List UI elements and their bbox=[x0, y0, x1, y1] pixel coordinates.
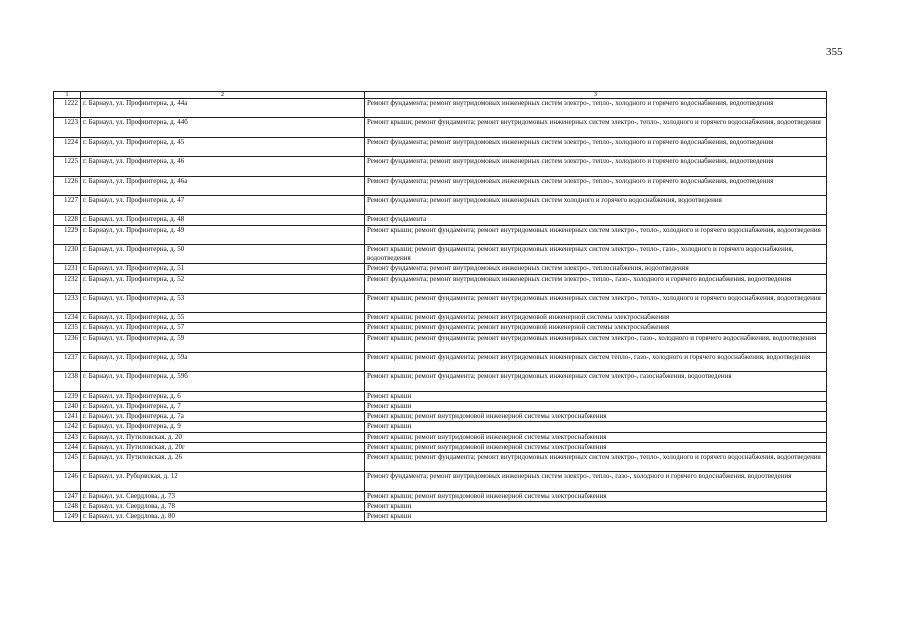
row-number: 1238 bbox=[54, 372, 81, 391]
table-row bbox=[54, 512, 827, 522]
row-number: 1247 bbox=[54, 491, 81, 501]
table-row bbox=[54, 412, 827, 422]
row-number: 1240 bbox=[54, 402, 81, 412]
row-address: г. Барнаул, ул. Профинтерна, д. 44а bbox=[81, 99, 365, 118]
row-works: Ремонт крыши; ремонт фундамента; ремонт внутридомовых инженерных систем электро-, тепло-, холодного и горячего водоснабжения, водоотведения bbox=[365, 118, 827, 137]
table-row bbox=[54, 195, 827, 214]
row-works: Ремонт крыши; ремонт фундамента; ремонт внутридомовой инженерной системы электроснабжения bbox=[365, 313, 827, 323]
table-row bbox=[54, 501, 827, 511]
row-number: 1228 bbox=[54, 215, 81, 225]
row-address: г. Барнаул, ул. Профинтерна, д. 47 bbox=[81, 195, 365, 214]
row-address: г. Барнаул, ул. Профинтерна, д. 53 bbox=[81, 293, 365, 312]
row-address: г. Барнаул, ул. Профинтерна, д. 44б bbox=[81, 118, 365, 137]
row-works: Ремонт фундамента; ремонт внутридомовых инженерных систем электро-, тепло-, газо-, холодного и горячего водоснабжения, водоотведения bbox=[365, 472, 827, 491]
row-address: г. Барнаул, ул. Профинтерна, д. 59б bbox=[81, 372, 365, 391]
row-number: 1246 bbox=[54, 472, 81, 491]
table-row bbox=[54, 264, 827, 274]
row-number: 1223 bbox=[54, 118, 81, 137]
row-number: 1227 bbox=[54, 195, 81, 214]
row-works: Ремонт фундамента; ремонт внутридомовых инженерных систем электро-, тепло-, газо-, холодного и горячего водоснабжения, водоотведения bbox=[365, 274, 827, 293]
row-works: Ремонт крыши; ремонт фундамента; ремонт внутридомовых инженерных систем электро-, тепло-, газо-, холодного и горячего водоснабжения, водоотведения bbox=[365, 244, 827, 263]
table-row bbox=[54, 244, 827, 263]
row-address: г. Барнаул, ул. Свердлова, д. 73 bbox=[81, 491, 365, 501]
table-row bbox=[54, 313, 827, 323]
row-works: Ремонт крыши; ремонт внутридомовой инженерной системы электроснабжения bbox=[365, 412, 827, 422]
table-row bbox=[54, 372, 827, 391]
row-number: 1244 bbox=[54, 442, 81, 452]
row-address: г. Барнаул, ул. Профинтерна, д. 45 bbox=[81, 137, 365, 156]
table-row bbox=[54, 491, 827, 501]
table-row bbox=[54, 99, 827, 118]
row-works: Ремонт крыши; ремонт фундамента; ремонт внутридомовых инженерных систем электро-, тепло-, холодного и горячего водоснабжения, водоотведения bbox=[365, 225, 827, 244]
row-works: Ремонт крыши; ремонт фундамента; ремонт внутридомовых инженерных систем электро-, газо-, холодного и горячего водоснабжения, водоотведения bbox=[365, 333, 827, 352]
row-number: 1233 bbox=[54, 293, 81, 312]
row-address: г. Барнаул, ул. Путиловская, д. 20 bbox=[81, 432, 365, 442]
column-header-1: 1 bbox=[54, 92, 81, 99]
row-number: 1234 bbox=[54, 313, 81, 323]
row-works: Ремонт фундамента; ремонт внутридомовых инженерных систем электро-, тепло-, холодного и горячего водоснабжения, водоотведения bbox=[365, 99, 827, 118]
row-number: 1243 bbox=[54, 432, 81, 442]
table-row bbox=[54, 422, 827, 432]
table-row bbox=[54, 225, 827, 244]
row-works: Ремонт крыши; ремонт внутридомовой инженерной системы электроснабжения bbox=[365, 432, 827, 442]
row-number: 1249 bbox=[54, 512, 81, 522]
row-address: г. Барнаул, ул. Путиловская, д. 26 bbox=[81, 452, 365, 471]
table-row bbox=[54, 118, 827, 137]
row-works: Ремонт крыши; ремонт внутридомовой инженерной системы электроснабжения bbox=[365, 442, 827, 452]
row-address: г. Барнаул, ул. Профинтерна, д. 55 bbox=[81, 313, 365, 323]
table-row bbox=[54, 215, 827, 225]
row-works: Ремонт крыши bbox=[365, 422, 827, 432]
row-works: Ремонт фундамента; ремонт внутридомовых инженерных систем электро-, тепло-, холодного и горячего водоснабжения, водоотведения bbox=[365, 157, 827, 176]
table-row bbox=[54, 472, 827, 491]
row-works: Ремонт крыши bbox=[365, 391, 827, 401]
row-number: 1239 bbox=[54, 391, 81, 401]
table-row bbox=[54, 452, 827, 471]
row-address: г. Барнаул, ул. Профинтерна, д. 9 bbox=[81, 422, 365, 432]
row-number: 1224 bbox=[54, 137, 81, 156]
row-number: 1225 bbox=[54, 157, 81, 176]
row-address: г. Барнаул, ул. Профинтерна, д. 52 bbox=[81, 274, 365, 293]
row-address: г. Барнаул, ул. Профинтерна, д. 57 bbox=[81, 323, 365, 333]
table-row bbox=[54, 157, 827, 176]
row-works: Ремонт крыши; ремонт фундамента; ремонт внутридомовой инженерной системы электроснабжения bbox=[365, 323, 827, 333]
row-works: Ремонт крыши; ремонт фундамента; ремонт внутридомовых инженерных систем электро-, газоснабжения, водоотведения bbox=[365, 372, 827, 391]
row-address: г. Барнаул, ул. Профинтерна, д. 46 bbox=[81, 157, 365, 176]
row-works: Ремонт крыши; ремонт фундамента; ремонт внутридомовых инженерных систем электро-, тепло-, холодного и горячего водоснабжения, водоотведения bbox=[365, 293, 827, 312]
row-works: Ремонт крыши bbox=[365, 512, 827, 522]
row-works: Ремонт крыши bbox=[365, 402, 827, 412]
row-address: г. Барнаул, ул. Профинтерна, д. 6 bbox=[81, 391, 365, 401]
row-address: г. Барнаул, ул. Профинтерна, д. 59а bbox=[81, 353, 365, 372]
table-row bbox=[54, 432, 827, 442]
table-row bbox=[54, 137, 827, 156]
table-row bbox=[54, 402, 827, 412]
row-address: г. Барнаул, ул. Свердлова, д. 80 bbox=[81, 512, 365, 522]
row-address: г. Барнаул, ул. Свердлова, д. 78 bbox=[81, 501, 365, 511]
row-works: Ремонт фундамента; ремонт внутридомовых инженерных систем электро-, тепло-, холодного и горячего водоснабжения, водоотведения bbox=[365, 176, 827, 195]
row-number: 1236 bbox=[54, 333, 81, 352]
row-works: Ремонт фундамента; ремонт внутридомовых инженерных систем электро-, теплоснабжения, водоотведения bbox=[365, 264, 827, 274]
row-works: Ремонт крыши bbox=[365, 501, 827, 511]
row-number: 1230 bbox=[54, 244, 81, 263]
row-number: 1245 bbox=[54, 452, 81, 471]
register-table bbox=[53, 91, 827, 522]
row-address: г. Барнаул, ул. Профинтерна, д. 46а bbox=[81, 176, 365, 195]
row-address: г. Барнаул, ул. Профинтерна, д. 7 bbox=[81, 402, 365, 412]
row-works: Ремонт крыши; ремонт фундамента; ремонт внутридомовых инженерных систем электро-, тепло-, холодного и горячего водоснабжения, водоотведения bbox=[365, 452, 827, 471]
table-header-row bbox=[54, 92, 827, 99]
row-works: Ремонт крыши; ремонт фундамента; ремонт внутридомовых инженерных систем тепло-, газо-, холодного и горячего водоснабжения, водоотведения bbox=[365, 353, 827, 372]
table-row bbox=[54, 353, 827, 372]
row-address: г. Барнаул, ул. Рубцовская, д. 12 bbox=[81, 472, 365, 491]
table-row bbox=[54, 333, 827, 352]
table-row bbox=[54, 323, 827, 333]
row-number: 1226 bbox=[54, 176, 81, 195]
row-number: 1241 bbox=[54, 412, 81, 422]
table-row bbox=[54, 442, 827, 452]
page-number: 355 bbox=[826, 46, 843, 58]
row-number: 1232 bbox=[54, 274, 81, 293]
row-number: 1222 bbox=[54, 99, 81, 118]
row-number: 1242 bbox=[54, 422, 81, 432]
row-address: г. Барнаул, ул. Профинтерна, д. 49 bbox=[81, 225, 365, 244]
row-address: г. Барнаул, ул. Профинтерна, д. 50 bbox=[81, 244, 365, 263]
row-address: г. Барнаул, ул. Профинтерна, д. 59 bbox=[81, 333, 365, 352]
column-header-3: 3 bbox=[365, 92, 827, 99]
table-row bbox=[54, 274, 827, 293]
row-address: г. Барнаул, ул. Профинтерна, д. 7а bbox=[81, 412, 365, 422]
row-address: г. Барнаул, ул. Путиловская, д. 20г bbox=[81, 442, 365, 452]
column-header-2: 2 bbox=[81, 92, 365, 99]
table-row bbox=[54, 176, 827, 195]
row-number: 1237 bbox=[54, 353, 81, 372]
row-address: г. Барнаул, ул. Профинтерна, д. 48 bbox=[81, 215, 365, 225]
row-number: 1229 bbox=[54, 225, 81, 244]
row-works: Ремонт фундамента; ремонт внутридомовых инженерных систем электро-, тепло-, холодного и горячего водоснабжения, водоотведения bbox=[365, 137, 827, 156]
row-number: 1231 bbox=[54, 264, 81, 274]
row-number: 1235 bbox=[54, 323, 81, 333]
row-address: г. Барнаул, ул. Профинтерна, д. 51 bbox=[81, 264, 365, 274]
row-works: Ремонт крыши; ремонт внутридомовой инженерной системы электроснабжения bbox=[365, 491, 827, 501]
row-works: Ремонт фундамента bbox=[365, 215, 827, 225]
table-row bbox=[54, 293, 827, 312]
table-row bbox=[54, 391, 827, 401]
row-number: 1248 bbox=[54, 501, 81, 511]
row-works: Ремонт фундамента; ремонт внутридомовых инженерных систем холодного и горячего водоснабжения, водоотведения bbox=[365, 195, 827, 214]
